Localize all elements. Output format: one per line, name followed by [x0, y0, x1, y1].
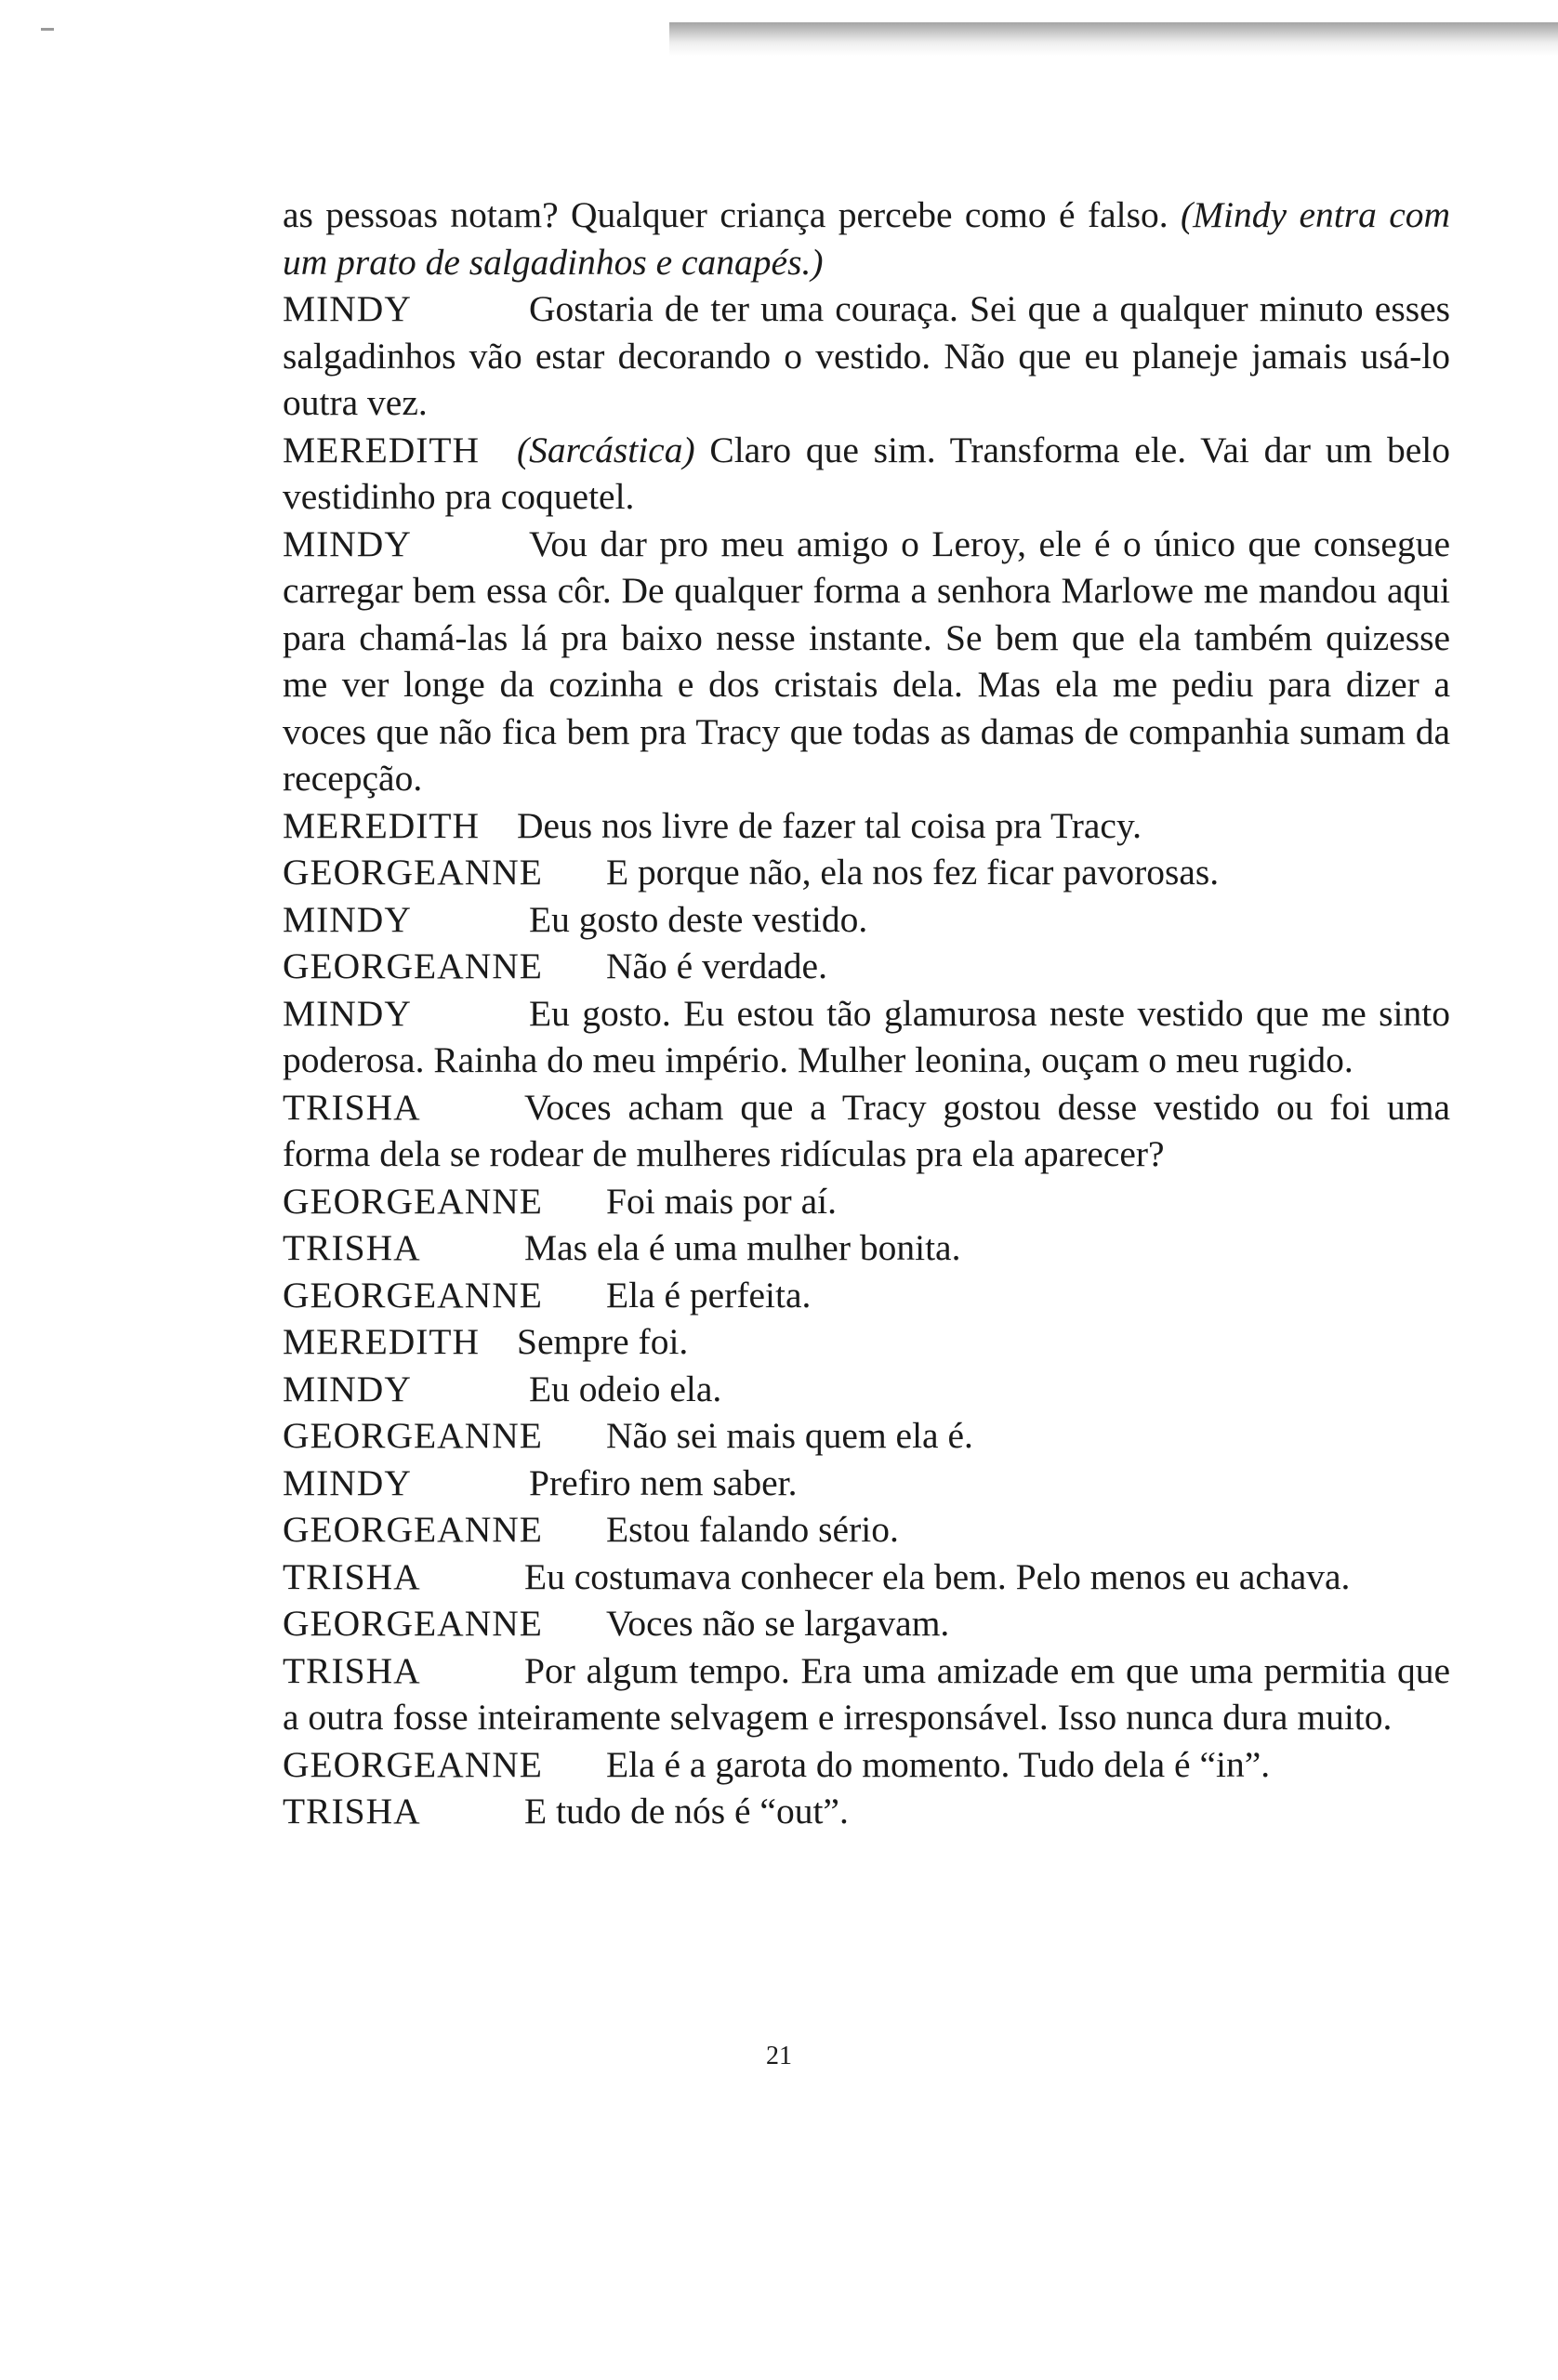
dialogue-text: Não é verdade.: [606, 945, 827, 986]
dialogue-text: Prefiro nem saber.: [529, 1461, 798, 1503]
dialogue-line: [283, 802, 1450, 850]
speaker-name: MINDY: [283, 288, 412, 329]
dialogue-text: Voces acham que a Tracy gostou desse vestido ou foi uma forma dela se rodear de mulheres ridículas pra ela aparecer?: [283, 1086, 1450, 1174]
dialogue-line: [283, 1788, 1450, 1835]
speaker-name: GEORGEANNE: [283, 852, 543, 892]
dialogue-line: [283, 1600, 1450, 1647]
dialogue-line: [283, 1647, 1450, 1741]
speaker-name: GEORGEANNE: [283, 945, 543, 986]
speaker-name: MINDY: [283, 522, 412, 564]
dialogue-text: Mas ela é uma mulher bonita.: [524, 1227, 961, 1268]
dialogue-text: Ela é perfeita.: [606, 1274, 812, 1316]
speaker-name: GEORGEANNE: [283, 1603, 543, 1644]
stage-direction: (Sarcástica): [517, 429, 695, 470]
speaker-name: TRISHA: [283, 1227, 421, 1268]
dialogue-text: Estou falando sério.: [606, 1509, 899, 1550]
dialogue-text: Ela é a garota do momento. Tudo dela é “in”.: [606, 1743, 1271, 1785]
speaker-name: GEORGEANNE: [283, 1743, 543, 1785]
dialogue-text: Eu gosto. Eu estou tão glamurosa neste vestido que me sinto poderosa. Rainha do meu império. Mulher leonina, ouçam o meu rugido.: [283, 992, 1450, 1080]
dialogue-line: [283, 1412, 1450, 1460]
stage-direction: (Mindy entra com um prato de salgadinhos e canapés.): [283, 194, 1451, 283]
speaker-name: GEORGEANNE: [283, 1274, 543, 1316]
speaker-name: GEORGEANNE: [283, 1415, 543, 1456]
page-number: 21: [766, 2042, 792, 2070]
dialogue-text: Eu odeio ela.: [529, 1368, 722, 1409]
dialogue-line: [283, 427, 1450, 521]
dialogue-text: Por algum tempo. Era uma amizade em que uma permitia que a outra fosse inteiramente selvagem e irresponsável. Isso nunca dura muito.: [283, 1649, 1450, 1738]
speaker-name: TRISHA: [283, 1086, 421, 1128]
dialogue-line: [283, 1554, 1450, 1601]
dialogue-line: [283, 896, 1450, 944]
dialogue-text: Sempre foi.: [517, 1321, 689, 1362]
speaker-name: MINDY: [283, 1461, 412, 1503]
dialogue-line: [283, 521, 1450, 802]
speaker-name: TRISHA: [283, 1649, 421, 1691]
speaker-name: TRISHA: [283, 1791, 421, 1831]
dialogue-text: Eu costumava conhecer ela bem. Pelo menos eu achava.: [524, 1555, 1351, 1597]
speaker-name: MINDY: [283, 992, 412, 1034]
dialogue-text: Foi mais por aí.: [606, 1180, 837, 1222]
dialogue-text: Não sei mais quem ela é.: [606, 1415, 973, 1456]
speaker-name: GEORGEANNE: [283, 1180, 543, 1222]
speaker-name: MEREDITH: [283, 1321, 481, 1362]
dialogue-text: Eu gosto deste vestido.: [529, 898, 868, 940]
scan-speck: [41, 28, 54, 31]
speaker-name: MINDY: [283, 898, 412, 940]
dialogue-line: [283, 849, 1450, 896]
dialogue-line: [283, 990, 1450, 1084]
dialogue-text: Vou dar pro meu amigo o Leroy, ele é o único que consegue carregar bem essa côr. De qualquer forma a senhora Marlowe me mandou aqui para chamá-las lá pra baixo nesse instante. Se bem que ela também quizesse me ver longe da cozinha e dos cristais dela. Mas ela me pediu para dizer a voces que não fica bem pra Tracy que todas as damas de companhia sumam da recepção.: [283, 522, 1450, 799]
speaker-name: GEORGEANNE: [283, 1509, 543, 1550]
dialogue-text: E porque não, ela nos fez ficar pavorosas.: [606, 852, 1220, 892]
dialogue-line: [283, 943, 1450, 990]
opening-text: as pessoas notam? Qualquer criança percebe como é falso.: [283, 194, 1181, 235]
opening-paragraph: [283, 192, 1450, 285]
dialogue-line: [283, 1224, 1450, 1272]
dialogue-line: [283, 1318, 1450, 1366]
dialogue-line: [283, 1506, 1450, 1554]
dialogue-text: Gostaria de ter uma couraça. Sei que a qualquer minuto esses salgadinhos vão estar decorando o vestido. Não que eu planeje jamais usá-lo outra vez.: [283, 288, 1450, 423]
speaker-name: MINDY: [283, 1368, 412, 1409]
dialogue-text: Claro que sim. Transforma ele. Vai dar um belo vestidinho pra coquetel.: [283, 429, 1450, 517]
dialogue-line: [283, 1741, 1450, 1789]
dialogue-line: [283, 1084, 1450, 1178]
dialogue-line: [283, 1178, 1450, 1225]
dialogue-text: Deus nos livre de fazer tal coisa pra Tracy.: [517, 804, 1142, 846]
script-page-text: [283, 192, 1450, 1835]
speaker-name: MEREDITH: [283, 429, 481, 470]
scan-shadow-edge: [669, 22, 1558, 56]
dialogue-list: [283, 285, 1450, 1835]
dialogue-line: [283, 1272, 1450, 1319]
dialogue-line: [283, 285, 1450, 427]
dialogue-line: [283, 1460, 1450, 1507]
dialogue-text: Voces não se largavam.: [606, 1603, 950, 1644]
dialogue-line: [283, 1366, 1450, 1413]
dialogue-text: E tudo de nós é “out”.: [524, 1791, 849, 1831]
speaker-name: TRISHA: [283, 1555, 421, 1597]
speaker-name: MEREDITH: [283, 804, 481, 846]
